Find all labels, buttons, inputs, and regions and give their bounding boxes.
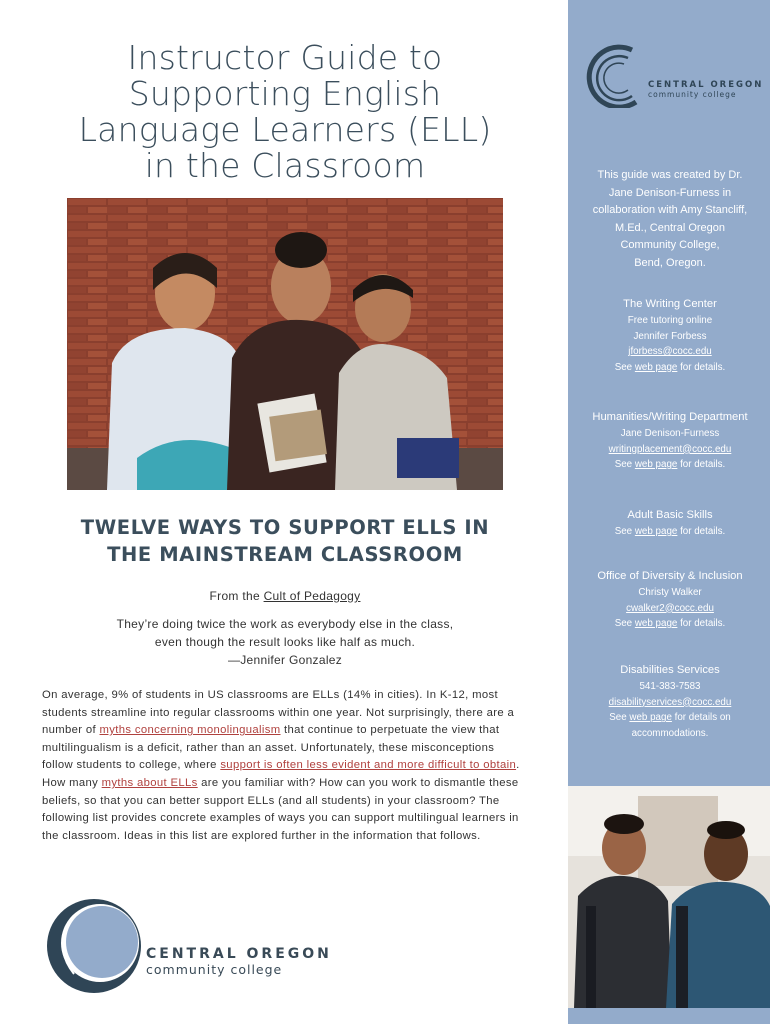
quote-line: They’re doing twice the work as everybody else in the class,: [116, 617, 454, 631]
disabilities-web-page-link[interactable]: web page: [629, 712, 672, 724]
humanities-web-page-link[interactable]: web page: [634, 459, 678, 471]
adult-basic-skills-details: [580, 524, 760, 540]
college-logo: [46, 896, 332, 996]
sidebar-logo: [584, 44, 764, 114]
credit-line: This guide was created by Dr.: [597, 169, 743, 181]
disabilities-email-link[interactable]: disabilityservices@cocc.edu: [608, 696, 732, 708]
writing-center-block: [580, 296, 760, 375]
writing-center-line: Free tutoring online: [627, 315, 713, 326]
paragraph-text: . How many: [42, 759, 520, 789]
see-text: See: [614, 618, 635, 630]
adult-basic-skills-web-page-link[interactable]: web page: [634, 526, 678, 537]
humanities-block: [580, 409, 760, 473]
title-line: Language Learners (ELL): [78, 110, 492, 149]
see-text: See: [614, 459, 635, 471]
section-heading: [40, 514, 530, 568]
college-logo-icon: [46, 896, 142, 996]
logo-tagline: community college: [146, 962, 283, 977]
details-text: for details on: [671, 712, 731, 724]
adult-basic-skills-block: [580, 507, 760, 540]
details-text: for details.: [677, 361, 726, 373]
credit-line: Jane Denison-Furness in: [608, 186, 732, 199]
disabilities-details: [580, 710, 760, 726]
details-text: for details.: [677, 526, 726, 537]
details-text: for details.: [677, 459, 726, 471]
credit-line: Community College,: [620, 239, 720, 251]
diversity-email-link[interactable]: cwalker2@cocc.edu: [626, 602, 714, 614]
myths-ells-link[interactable]: myths about ELLs: [101, 776, 198, 789]
credit-line: M.Ed., Central Oregon: [614, 221, 726, 234]
title-line: Instructor Guide to: [127, 38, 443, 77]
support-evident-link[interactable]: support is often less evident and more difficult to obtain: [220, 759, 517, 772]
page-title: [40, 40, 530, 184]
see-text: See: [614, 361, 635, 373]
paragraph-text: that continue to perpetuate the view that multilingualism is a deficit, rather than an asset. Unfortunately, these misconceptions follow students to college, where: [42, 724, 500, 772]
intro-paragraph: [42, 687, 528, 845]
disabilities-block: [580, 662, 760, 741]
diversity-web-page-link[interactable]: web page: [634, 618, 678, 630]
quote-line: even though the result looks like half as much.: [154, 635, 416, 649]
adult-basic-skills-heading: Adult Basic Skills: [627, 509, 713, 521]
credit-line: Bend, Oregon.: [634, 256, 706, 269]
diversity-heading: Office of Diversity & Inclusion: [597, 570, 743, 582]
section-heading-line: TWELVE WAYS TO SUPPORT ELLS IN: [80, 516, 490, 539]
title-line: Supporting English: [128, 74, 442, 113]
cult-of-pedagogy-link[interactable]: Cult of Pedagogy: [263, 589, 361, 603]
paragraph-text: On average, 9% of students in US classrooms are ELLs (14% in cities). In K-12, most students streamline into regular classrooms within one year. Not surprisingly, there are a number of: [42, 689, 515, 737]
writing-center-web-page-link[interactable]: web page: [634, 361, 678, 373]
writing-center-heading: The Writing Center: [623, 298, 717, 310]
humanities-contact-name: Jane Denison-Furness: [620, 428, 720, 439]
students-photo-illustration: [67, 198, 503, 490]
title-line: in the Classroom: [144, 146, 426, 185]
sidebar-logo-tagline: community college: [648, 90, 737, 99]
credit-block: [580, 167, 760, 272]
students-photo-small-illustration: [568, 786, 770, 1008]
credit-line: collaboration with Amy Stancliff,: [592, 204, 748, 216]
humanities-email-link[interactable]: writingplacement@cocc.edu: [608, 443, 732, 455]
disabilities-heading: Disabilities Services: [620, 664, 720, 676]
myths-monolingualism-link[interactable]: myths concerning monolingualism: [99, 724, 281, 737]
sidebar-logo-wordmark: CENTRAL OREGON: [648, 80, 764, 90]
quote-attribution: —Jennifer Gonzalez: [227, 653, 343, 667]
writing-center-contact-name: Jennifer Forbess: [633, 330, 707, 342]
humanities-details: [580, 457, 760, 473]
paragraph-text: are you familiar with? How can you work to dismantle these beliefs, so that you can better support ELLs (and all students) in your classroom? The following list provides concrete examples of ways you can support multilingual learners in the classroom. Ideas in this list are explored further in the information that follows.: [42, 776, 519, 842]
see-text: See: [609, 712, 630, 724]
see-text: See: [614, 526, 635, 537]
diversity-block: [580, 568, 760, 632]
logo-wordmark: CENTRAL OREGON: [146, 946, 332, 962]
students-photo-small: [568, 786, 770, 1008]
section-heading-line: THE MAINSTREAM CLASSROOM: [107, 543, 463, 566]
source-line: [40, 589, 530, 603]
source-prefix: From the: [209, 589, 264, 603]
details-text: for details.: [677, 618, 726, 630]
writing-center-details: [580, 360, 760, 376]
disabilities-accommodations: accommodations.: [631, 727, 709, 739]
disabilities-phone: 541-383-7583: [639, 681, 701, 692]
diversity-contact-name: Christy Walker: [638, 587, 702, 598]
students-photo: [67, 198, 503, 490]
humanities-heading: Humanities/Writing Department: [592, 411, 748, 423]
diversity-details: [580, 616, 760, 632]
quote-block: [40, 615, 530, 669]
writing-center-email-link[interactable]: jforbess@cocc.edu: [628, 346, 712, 358]
sidebar-logo-icon: [584, 44, 644, 108]
